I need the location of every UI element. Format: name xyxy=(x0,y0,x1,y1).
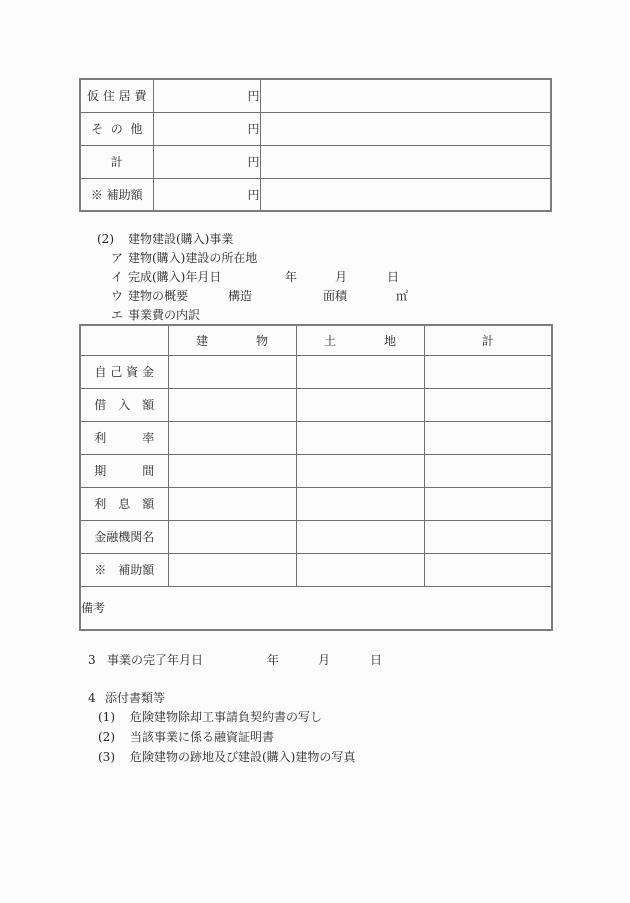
table-row xyxy=(80,178,551,211)
attachment-item-2 xyxy=(0,729,630,745)
project-cost-breakdown-table xyxy=(79,324,553,631)
row-label-borrowed-amount: 借 入 額 xyxy=(80,388,168,421)
row-label-subsidy: ※ 補助額 xyxy=(80,553,168,586)
item-marker: イ xyxy=(111,270,124,284)
total-cell xyxy=(424,553,552,586)
day-label: 日 xyxy=(370,653,383,667)
row-label-total: 計 xyxy=(80,145,153,178)
column-header-total: 計 xyxy=(424,325,552,355)
item-marker: ウ xyxy=(111,289,124,303)
item-text: 完成(購入)年月日 xyxy=(128,270,222,284)
building-cell xyxy=(168,421,296,454)
attachment-item-3 xyxy=(0,749,630,765)
item-text: 危険建物除却工事請負契約書の写し xyxy=(130,710,323,724)
row-label-subsidy: ※ 補助額 xyxy=(80,178,153,211)
table-row xyxy=(80,520,552,553)
building-cell xyxy=(168,355,296,388)
amount-cell xyxy=(260,178,551,211)
table-row xyxy=(80,145,551,178)
item-text: 建物(購入)建設の所在地 xyxy=(128,251,258,265)
section-title: 建物建設(購入)事業 xyxy=(128,232,234,246)
row-label-interest-rate: 利 率 xyxy=(80,421,168,454)
table-row xyxy=(80,79,551,112)
section-4-heading xyxy=(0,690,630,706)
unit-label: 円 xyxy=(153,79,260,112)
amount-cell xyxy=(260,79,551,112)
item-i-line xyxy=(0,269,630,285)
unit-label: 円 xyxy=(153,145,260,178)
amount-cell xyxy=(260,112,551,145)
year-label: 年 xyxy=(285,270,298,284)
section-number: 3 xyxy=(88,653,96,667)
remarks-cell: 備考 xyxy=(80,586,552,630)
item-marker: ア xyxy=(111,251,124,265)
row-label-temporary-housing: 仮 住 居 費 xyxy=(80,79,153,112)
section-2-heading xyxy=(0,231,630,247)
section-number: 4 xyxy=(88,691,96,705)
item-a-line xyxy=(0,250,630,266)
item-marker: (3) xyxy=(98,750,115,764)
land-cell xyxy=(296,454,424,487)
table-row xyxy=(80,421,552,454)
structure-label: 構造 xyxy=(228,289,253,303)
row-label-period: 期 間 xyxy=(80,454,168,487)
unit-label: 円 xyxy=(153,112,260,145)
building-cell xyxy=(168,520,296,553)
land-cell xyxy=(296,553,424,586)
building-cell xyxy=(168,553,296,586)
table-row xyxy=(80,553,552,586)
building-cell xyxy=(168,487,296,520)
item-marker: (2) xyxy=(98,730,115,744)
item-text: 建物の概要 xyxy=(128,289,189,303)
item-marker: エ xyxy=(111,308,124,322)
item-text: 当該事業に係る融資証明書 xyxy=(130,730,275,744)
table-row xyxy=(80,454,552,487)
total-cell xyxy=(424,421,552,454)
item-u-line xyxy=(0,288,630,304)
corner-cell xyxy=(80,325,168,355)
land-cell xyxy=(296,388,424,421)
item-text: 危険建物の跡地及び建設(購入)建物の写真 xyxy=(130,750,356,764)
item-e-line xyxy=(0,307,630,323)
building-cell xyxy=(168,388,296,421)
area-unit-label: ㎡ xyxy=(396,289,409,303)
remarks-row xyxy=(80,586,552,630)
total-cell xyxy=(424,355,552,388)
land-cell xyxy=(296,355,424,388)
area-label: 面積 xyxy=(323,289,348,303)
section-title: 事業の完了年月日 xyxy=(107,653,204,667)
total-cell xyxy=(424,454,552,487)
land-cell xyxy=(296,421,424,454)
column-header-land: 土 地 xyxy=(296,325,424,355)
land-cell xyxy=(296,487,424,520)
land-cell xyxy=(296,520,424,553)
table-row xyxy=(80,355,552,388)
table-row xyxy=(80,388,552,421)
table-row xyxy=(80,112,551,145)
section-3-line xyxy=(0,652,630,668)
header-row xyxy=(80,325,552,355)
row-label-own-funds: 自 己 資 金 xyxy=(80,355,168,388)
column-header-building: 建 物 xyxy=(168,325,296,355)
section-title: 添付書類等 xyxy=(105,691,166,705)
cost-table xyxy=(79,78,552,212)
table-row xyxy=(80,487,552,520)
year-label: 年 xyxy=(267,653,280,667)
month-label: 月 xyxy=(335,270,348,284)
total-cell xyxy=(424,487,552,520)
month-label: 月 xyxy=(318,653,331,667)
row-label-other: そ の 他 xyxy=(80,112,153,145)
section-number: (2) xyxy=(97,232,114,246)
total-cell xyxy=(424,388,552,421)
unit-label: 円 xyxy=(153,178,260,211)
row-label-financial-institution: 金融機関名 xyxy=(80,520,168,553)
day-label: 日 xyxy=(387,270,400,284)
attachment-item-1 xyxy=(0,709,630,725)
item-text: 事業費の内訳 xyxy=(128,308,201,322)
item-marker: (1) xyxy=(98,710,115,724)
total-cell xyxy=(424,520,552,553)
building-cell xyxy=(168,454,296,487)
amount-cell xyxy=(260,145,551,178)
row-label-interest-amount: 利 息 額 xyxy=(80,487,168,520)
